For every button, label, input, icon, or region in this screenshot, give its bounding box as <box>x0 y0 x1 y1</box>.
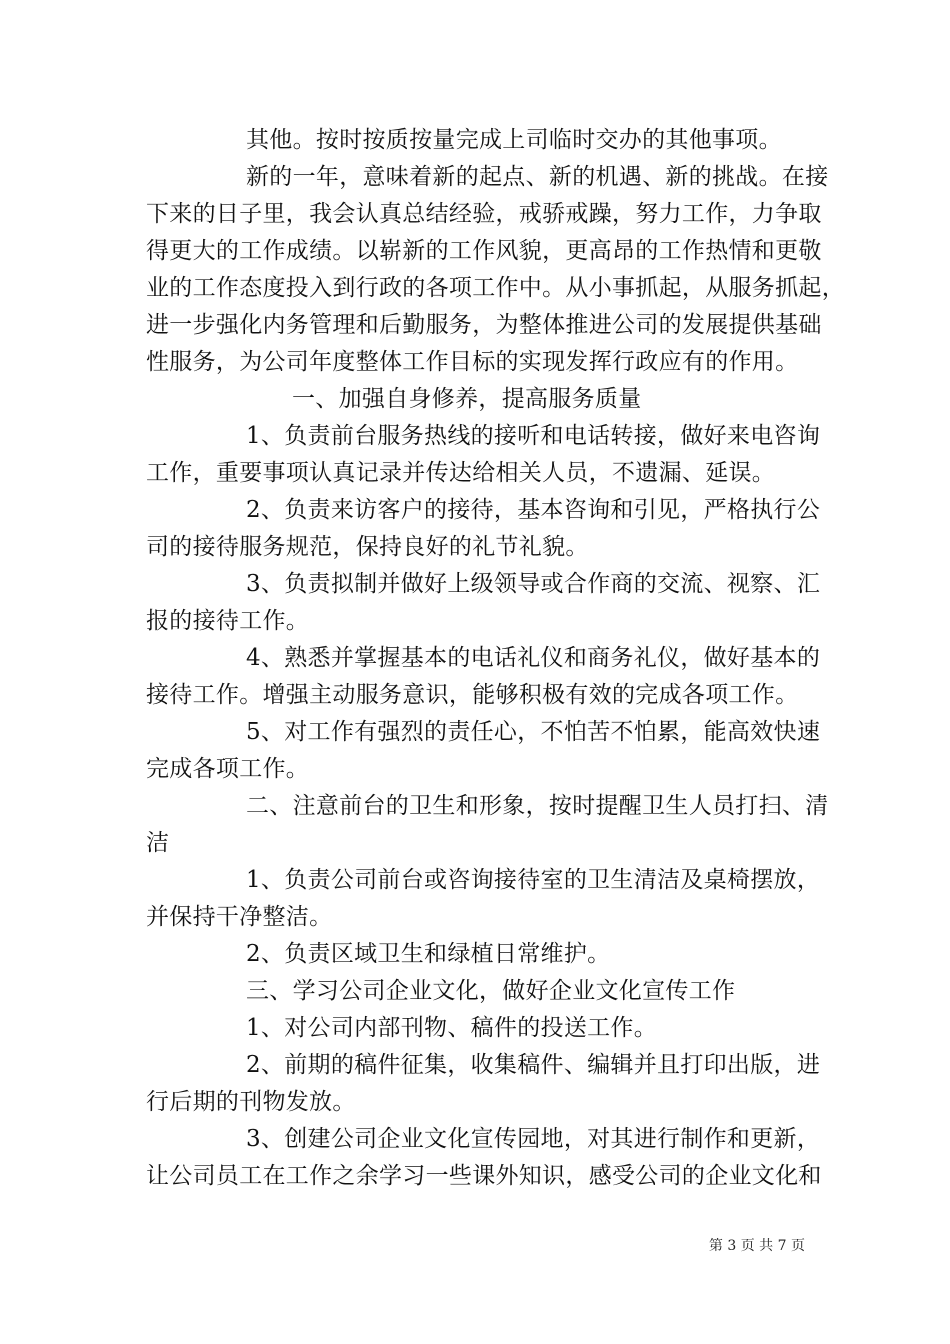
text-line: 行后期的刊物发放。 <box>146 1089 356 1115</box>
text-line: 1、负责公司前台或咨询接待室的卫生清洁及桌椅摆放， <box>246 867 821 893</box>
section-heading: 一、加强自身修养，提高服务质量 <box>292 386 642 412</box>
text-line: 工作，重要事项认真记录并传达给相关人员，不遗漏、延误。 <box>146 460 776 486</box>
text-line: 3、负责拟制并做好上级领导或合作商的交流、视察、汇 <box>246 571 821 597</box>
text-line: 2、前期的稿件征集，收集稿件、编辑并且打印出版，进 <box>246 1052 821 1078</box>
text-line: 让公司员工在工作之余学习一些课外知识，感受公司的企业文化和 <box>146 1163 822 1189</box>
section-heading: 二、注意前台的卫生和形象，按时提醒卫生人员打扫、清 <box>246 793 829 819</box>
text-line: 得更大的工作成绩。以崭新的工作风貌，更高昂的工作热情和更敬 <box>146 238 822 264</box>
text-line: 1、对公司内部刊物、稿件的投送工作。 <box>246 1015 658 1041</box>
text-line: 业的工作态度投入到行政的各项工作中。从小事抓起，从服务抓起， <box>146 275 845 301</box>
text-line: 进一步强化内务管理和后勤服务，为整体推进公司的发展提供基础 <box>146 312 822 338</box>
text-line: 新的一年，意味着新的起点、新的机遇、新的挑战。在接 <box>246 164 829 190</box>
text-line: 性服务，为公司年度整体工作目标的实现发挥行政应有的作用。 <box>146 349 799 375</box>
text-line: 完成各项工作。 <box>146 756 310 782</box>
text-line: 2、负责区域卫生和绿植日常维护。 <box>246 941 611 967</box>
page-number: 第 3 页 共 7 页 <box>708 1238 805 1254</box>
text-line: 接待工作。增强主动服务意识，能够积极有效的完成各项工作。 <box>146 682 799 708</box>
text-line: 其他。按时按质按量完成上司临时交办的其他事项。 <box>246 127 782 153</box>
text-line: 4、熟悉并掌握基本的电话礼仪和商务礼仪，做好基本的 <box>246 645 821 671</box>
text-line: 下来的日子里，我会认真总结经验，戒骄戒躁，努力工作，力争取 <box>146 201 822 227</box>
text-line: 司的接待服务规范，保持良好的礼节礼貌。 <box>146 534 589 560</box>
text-line: 报的接待工作。 <box>146 608 310 634</box>
text-line: 5、对工作有强烈的责任心，不怕苦不怕累，能高效快速 <box>246 719 821 745</box>
text-line: 2、负责来访客户的接待，基本咨询和引见，严格执行公 <box>246 497 821 523</box>
text-line: 并保持干净整洁。 <box>146 904 333 930</box>
text-line: 洁 <box>146 830 170 856</box>
text-line: 1、负责前台服务热线的接听和电话转接，做好来电咨询 <box>246 423 821 449</box>
text-line: 3、创建公司企业文化宣传园地，对其进行制作和更新， <box>246 1126 821 1152</box>
section-heading: 三、学习公司企业文化，做好企业文化宣传工作 <box>246 978 736 1004</box>
